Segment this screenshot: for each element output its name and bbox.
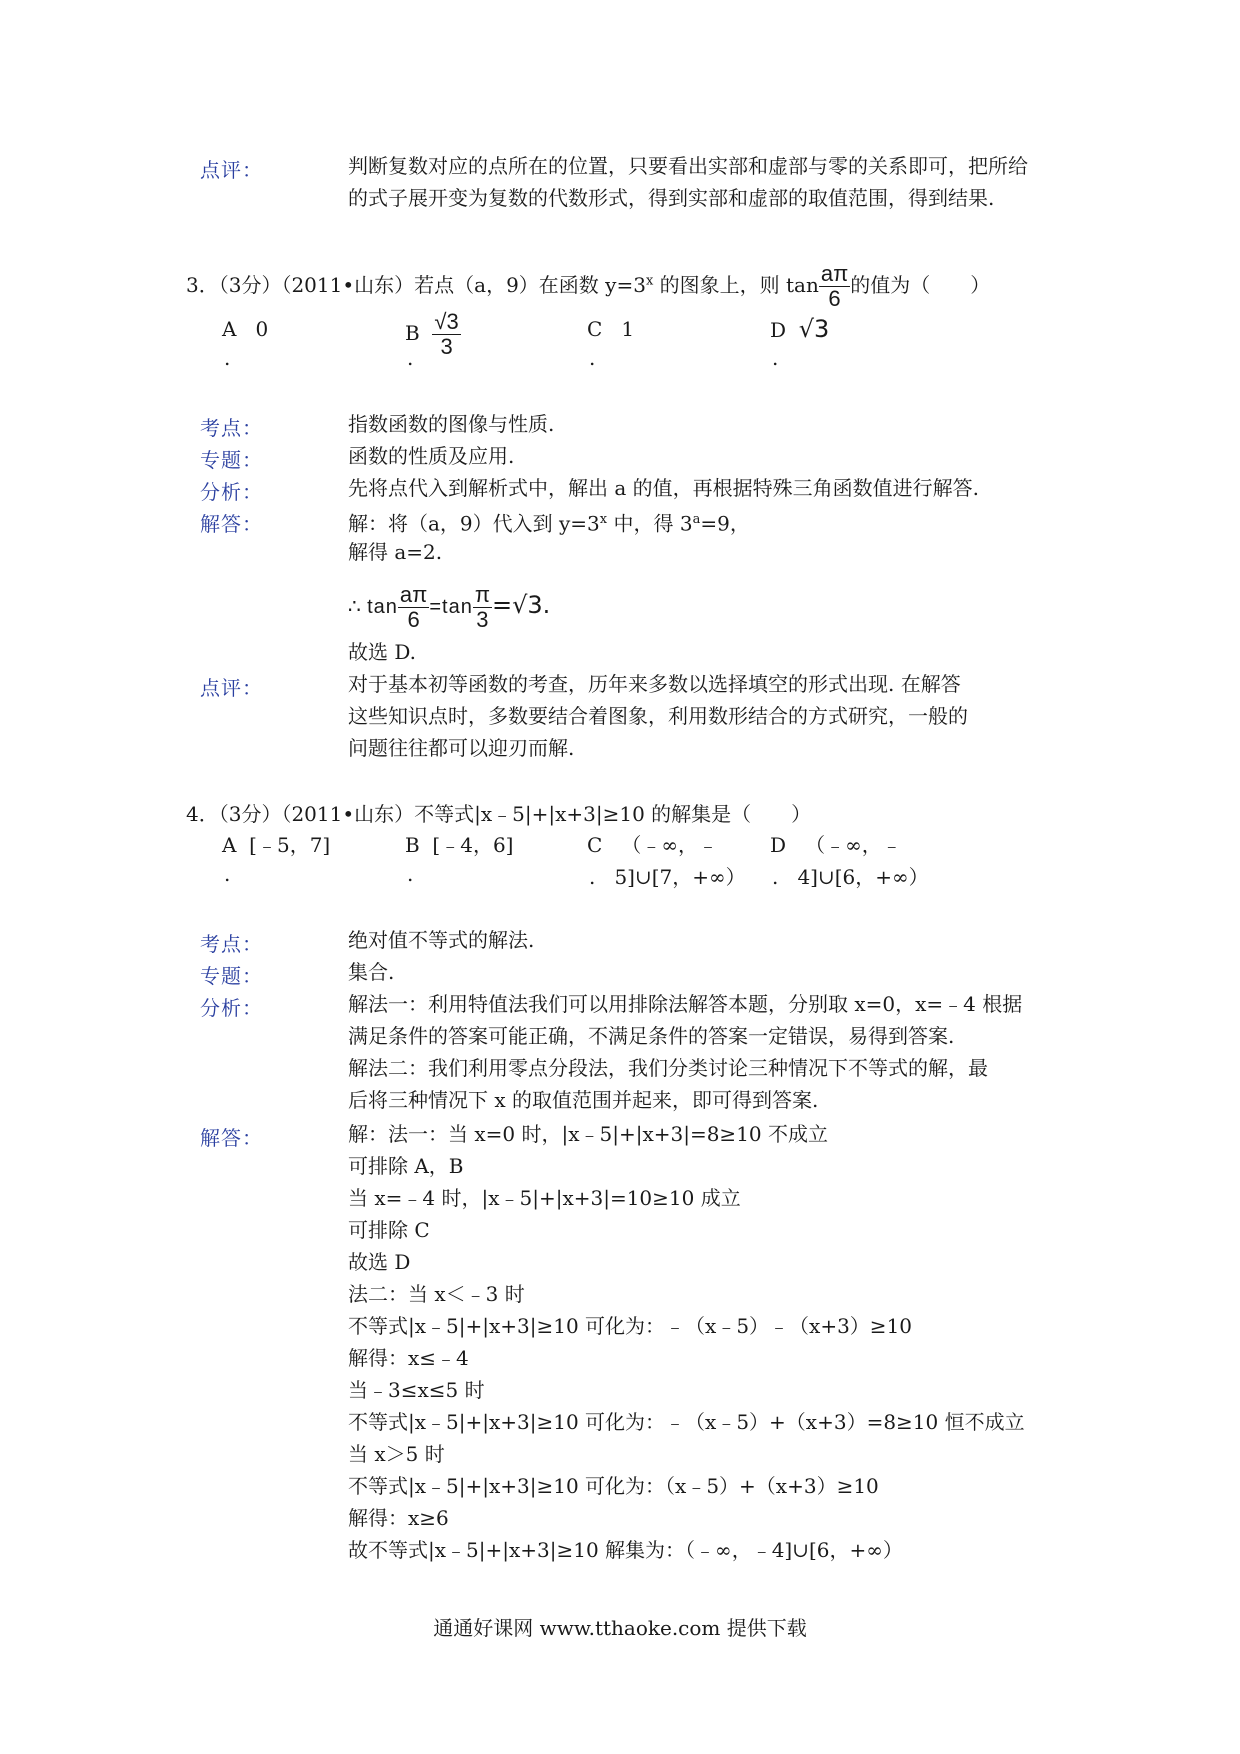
jieda-line: 可排除 C bbox=[348, 1218, 430, 1242]
q3-zhuanti-label: 专题： bbox=[200, 448, 263, 472]
q4-kaodian-label: 考点： bbox=[200, 932, 263, 956]
option-value: 5]∪[7，+∞） bbox=[614, 865, 746, 889]
comment-line: 判断复数对应的点所在的位置，只要看出实部和虚部与零的关系即可，把所给 bbox=[348, 154, 1028, 178]
jieda-line: 可排除 A，B bbox=[348, 1154, 464, 1178]
page-footer: 通通好课网 www.tthaoke.com 提供下载 bbox=[433, 1616, 807, 1640]
fraction-numerator: aπ bbox=[399, 582, 428, 607]
q3-stem-fraction bbox=[819, 262, 850, 311]
q3-dianping-label: 点评： bbox=[200, 676, 263, 700]
jieda-line: 不等式|x﹣5|+|x+3|≥10 可化为：（x﹣5）+（x+3）≥10 bbox=[348, 1474, 879, 1498]
q3-option-b bbox=[405, 310, 461, 359]
q3-option-a bbox=[222, 314, 268, 344]
option-dot: . bbox=[224, 346, 231, 370]
q3-kaodian: 指数函数的图像与性质. bbox=[348, 412, 555, 436]
jieda-line: 当 x=﹣4 时，|x﹣5|+|x+3|=10≥10 成立 bbox=[348, 1186, 741, 1210]
jieda-line: 解得：x≤﹣4 bbox=[348, 1346, 469, 1370]
q3-fenxi: 先将点代入到解析式中，解出 a 的值，再根据特殊三角函数值进行解答. bbox=[348, 476, 979, 500]
jieda-line: 当﹣3≤x≤5 时 bbox=[348, 1378, 485, 1402]
option-value: 0 bbox=[255, 317, 269, 341]
comment-label: 点评： bbox=[200, 158, 263, 182]
option-value: 4]∪[6，+∞） bbox=[797, 865, 929, 889]
q4-option-c-line2 bbox=[589, 862, 746, 892]
jieda-line: 法二：当 x＜﹣3 时 bbox=[348, 1282, 525, 1306]
comment-line: 的式子展开变为复数的代数形式，得到实部和虚部的取值范围，得到结果. bbox=[348, 186, 995, 210]
q3-kaodian-label: 考点： bbox=[200, 416, 263, 440]
dianping-line: 对于基本初等函数的考查，历年来多数以选择填空的形式出现. 在解答 bbox=[348, 672, 961, 696]
q3-jieda-line-1 bbox=[348, 504, 750, 540]
option-letter: C bbox=[587, 317, 603, 341]
jieda-line: 不等式|x﹣5|+|x+3|≥10 可化为：﹣（x﹣5）﹣（x+3）≥10 bbox=[348, 1314, 913, 1338]
q4-jieda-label: 解答： bbox=[200, 1126, 263, 1150]
solution-part: =9， bbox=[700, 511, 750, 536]
solution-exponent: a bbox=[692, 512, 701, 527]
question-4-stem: 4．（3分）（2011•山东）不等式|x﹣5|+|x+3|≥10 的解集是（ ） bbox=[186, 802, 812, 826]
solution-fraction bbox=[473, 583, 492, 632]
solution-part: 解：将（a，9）代入到 y=3 bbox=[348, 511, 600, 536]
q4-option-d bbox=[770, 830, 902, 860]
q4-jieda bbox=[348, 1118, 1025, 1566]
fraction-numerator: aπ bbox=[820, 261, 849, 286]
q4-zhuanti: 集合. bbox=[348, 960, 395, 984]
comment-text bbox=[348, 150, 1028, 214]
q3-jieda-label: 解答： bbox=[200, 512, 263, 536]
option-dot: . bbox=[407, 346, 414, 370]
q4-kaodian: 绝对值不等式的解法. bbox=[348, 928, 535, 952]
dianping-line: 这些知识点时，多数要结合着图象，利用数形结合的方式研究，一般的 bbox=[348, 704, 968, 728]
dianping-line: 问题往往都可以迎刃而解. bbox=[348, 736, 575, 760]
fenxi-line: 解法一：利用特值法我们可以用排除法解答本题，分别取 x=0，x=﹣4 根据 bbox=[348, 992, 1023, 1016]
option-value: [﹣5，7] bbox=[249, 833, 331, 857]
option-dot: . bbox=[407, 862, 414, 886]
q3-jieda-line-3 bbox=[348, 578, 550, 634]
solution-exponent: x bbox=[599, 512, 608, 527]
q3-zhuanti: 函数的性质及应用. bbox=[348, 444, 515, 468]
question-3-stem bbox=[186, 262, 990, 311]
jieda-line: 解得：x≥6 bbox=[348, 1506, 449, 1530]
q4-fenxi bbox=[348, 988, 1022, 1116]
tan-text: tan bbox=[367, 596, 398, 618]
option-fraction bbox=[432, 310, 460, 359]
option-dot: . bbox=[224, 862, 231, 886]
fraction-numerator: √3 bbox=[434, 309, 459, 334]
fenxi-line: 解法二：我们利用零点分段法，我们分类讨论三种情况下不等式的解，最 bbox=[348, 1056, 988, 1080]
q3-stem-part: 3．（3分）（2011•山东）若点（a，9）在函数 y=3 bbox=[186, 273, 646, 297]
option-letter: B bbox=[405, 833, 420, 857]
q4-option-c bbox=[587, 830, 718, 860]
fraction-denominator: 6 bbox=[828, 286, 841, 311]
fenxi-line: 满足条件的答案可能正确，不满足条件的答案一定错误，易得到答案. bbox=[348, 1024, 955, 1048]
jieda-line: 当 x＞5 时 bbox=[348, 1442, 445, 1466]
q3-option-c bbox=[587, 314, 634, 344]
fenxi-line: 后将三种情况下 x 的取值范围并起来，即可得到答案. bbox=[348, 1088, 819, 1112]
fraction-numerator: π bbox=[474, 582, 490, 607]
q3-jieda-line-4: 故选 D. bbox=[348, 640, 417, 664]
option-letter: D bbox=[770, 318, 787, 342]
jieda-line: 故选 D bbox=[348, 1250, 411, 1274]
option-letter: A bbox=[222, 833, 237, 857]
option-dot: . bbox=[772, 346, 779, 370]
q4-fenxi-label: 分析： bbox=[200, 996, 263, 1020]
option-value: （﹣∞，﹣ bbox=[805, 833, 902, 857]
jieda-line: 不等式|x﹣5|+|x+3|≥10 可化为：﹣（x﹣5）+（x+3）=8≥10 恒不成立 bbox=[348, 1410, 1025, 1434]
q4-option-b bbox=[405, 830, 513, 860]
q3-jieda-line-2: 解得 a=2. bbox=[348, 540, 443, 564]
q3-stem-part: 的值为（ ） bbox=[850, 273, 991, 297]
option-dot: . bbox=[589, 865, 596, 889]
q4-option-a bbox=[222, 830, 330, 860]
fraction-denominator: 3 bbox=[476, 607, 489, 632]
q4-zhuanti-label: 专题： bbox=[200, 964, 263, 988]
solution-fraction bbox=[398, 583, 429, 632]
option-letter: D bbox=[770, 833, 787, 857]
option-value: 1 bbox=[621, 317, 635, 341]
fraction-denominator: 3 bbox=[440, 334, 453, 359]
jieda-line: 故不等式|x﹣5|+|x+3|≥10 解集为：（﹣∞，﹣4]∪[6，+∞） bbox=[348, 1538, 903, 1562]
q3-stem-part: 的图象上，则 tan bbox=[653, 273, 819, 297]
option-dot: . bbox=[772, 865, 779, 889]
option-letter: A bbox=[222, 317, 237, 341]
q3-option-d bbox=[770, 314, 829, 345]
q4-option-d-line2 bbox=[772, 862, 929, 892]
equals-tan-text: =tan bbox=[429, 596, 473, 618]
option-value: √3 bbox=[798, 315, 830, 343]
sqrt-result: =√3. bbox=[492, 591, 551, 619]
jieda-line: 解：法一：当 x=0 时，|x﹣5|+|x+3|=8≥10 不成立 bbox=[348, 1122, 828, 1146]
option-dot: . bbox=[589, 346, 596, 370]
solution-part: 中，得 3 bbox=[607, 511, 693, 536]
therefore-symbol: ∴ bbox=[348, 594, 361, 618]
q3-dianping bbox=[348, 668, 968, 764]
fraction-denominator: 6 bbox=[407, 607, 420, 632]
q3-fenxi-label: 分析： bbox=[200, 480, 263, 504]
option-letter: C bbox=[587, 833, 603, 857]
q3-stem-exponent: x bbox=[645, 273, 654, 289]
option-value: （﹣∞，﹣ bbox=[621, 833, 719, 857]
option-letter: B bbox=[405, 321, 420, 345]
option-value: [﹣4，6] bbox=[432, 833, 514, 857]
